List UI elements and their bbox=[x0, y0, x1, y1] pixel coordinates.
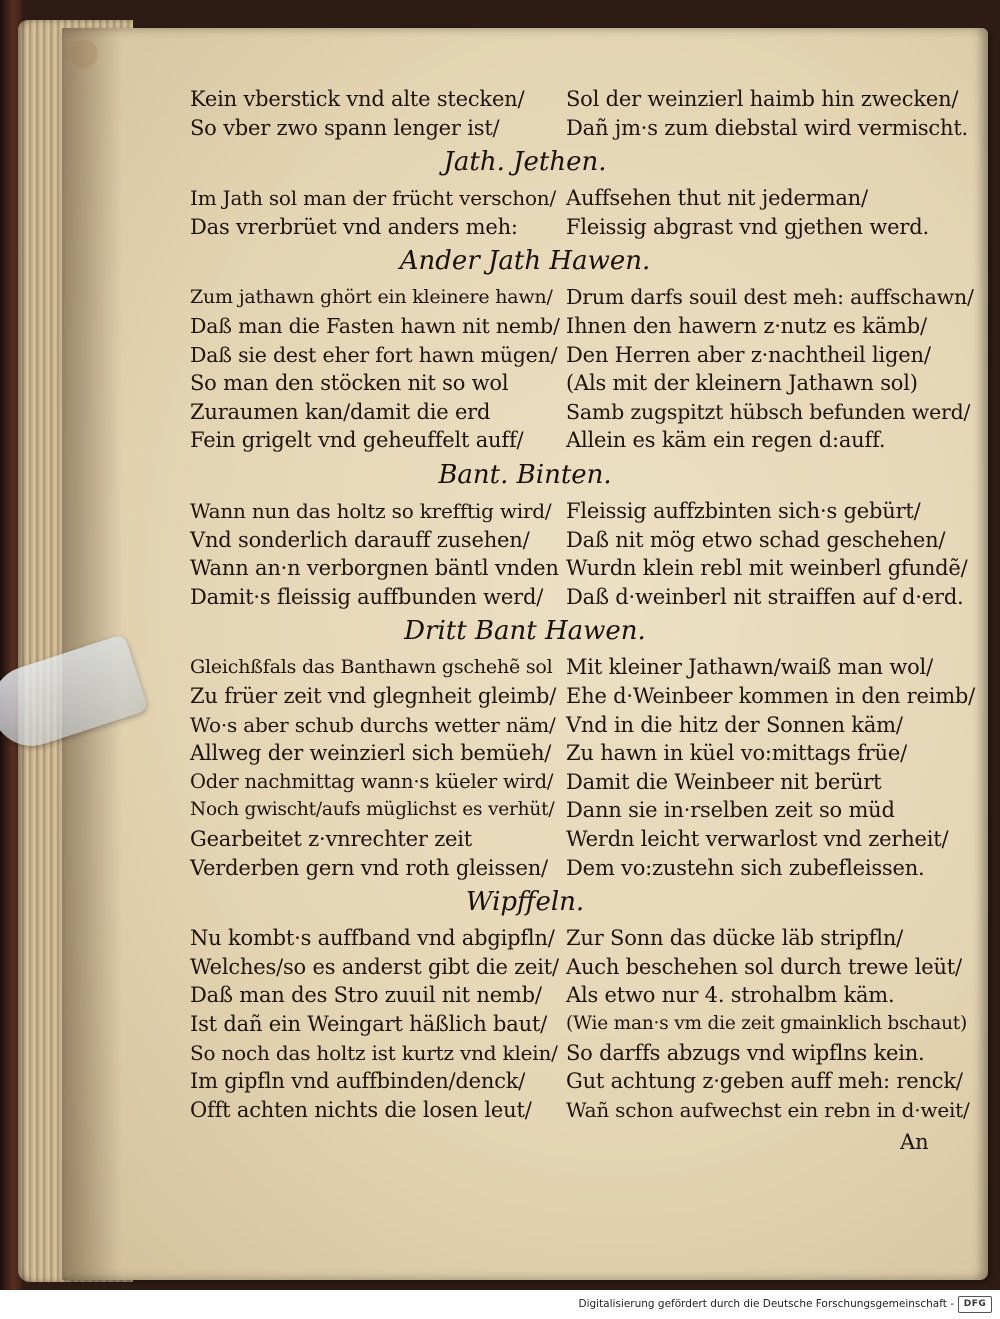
verse-line-left: Zum jathawn ghört ein kleinere hawn/ bbox=[190, 286, 553, 309]
catchword: An bbox=[900, 1130, 929, 1154]
verse-line-left: Damit·s fleissig auffbunden werd/ bbox=[190, 584, 544, 609]
verse-line-right: Samb zugspitzt hübsch befunden werd/ bbox=[566, 399, 971, 424]
verse-line-left: Wann an·n verborgnen bäntl vnden bbox=[190, 556, 559, 581]
verse-line-left: So noch das holtz ist kurtz vnd klein/ bbox=[190, 1040, 558, 1065]
verse-line-right: Dañ jm·s zum diebstal wird vermischt. bbox=[566, 115, 969, 140]
verse-line-right: Auch beschehen sol durch trewe leüt/ bbox=[566, 954, 962, 979]
verse-line-right: Dann sie in·rselben zeit so müd bbox=[566, 798, 895, 823]
verse-line-left: Ist dañ ein Weingart häßlich baut/ bbox=[190, 1012, 548, 1036]
verse-line-right: Ihnen den hawern z·nutz es kämb/ bbox=[566, 314, 927, 338]
verse-line-right: Als etwo nur 4. strohalbm käm. bbox=[566, 983, 895, 1008]
verse-line-left: Wo·s aber schub durchs wetter näm/ bbox=[190, 712, 556, 737]
verse-line-right: Wañ schon aufwechst ein rebn in d·weit/ bbox=[566, 1097, 970, 1122]
verse-line-left: Daß sie dest eher fort hawn mügen/ bbox=[190, 342, 558, 367]
dfg-logo: DFG bbox=[958, 1296, 992, 1313]
verse-line-left: Wann nun das holtz so krefftig wird/ bbox=[190, 499, 552, 523]
section-heading: Wipffeln. bbox=[465, 887, 585, 918]
section-heading-wrap bbox=[62, 887, 988, 921]
verse-line-left: Gleichßfals das Banthawn gschehẽ sol bbox=[190, 656, 553, 679]
verse-line-left: Welches/so es anderst gibt die zeit/ bbox=[190, 954, 559, 979]
verse-line-right: Den Herren aber z·nachtheil ligen/ bbox=[566, 342, 931, 367]
paper-stain bbox=[70, 40, 98, 68]
section-heading: Dritt Bant Hawen. bbox=[404, 616, 646, 647]
verse-line-right: (Wie man·s vm die zeit gmainklich bschaut) bbox=[566, 1013, 968, 1034]
verse-line-right: Allein es käm ein regen d:auff. bbox=[566, 428, 886, 453]
verse-line-right: Ehe d·Weinbeer kommen in den reimb/ bbox=[566, 684, 976, 708]
verse-line-left: Das vrerbrüet vnd anders meh: bbox=[190, 214, 518, 239]
section-heading-wrap bbox=[62, 246, 988, 280]
verse-line-left: Fein grigelt vnd geheuffelt auff/ bbox=[190, 428, 524, 453]
verse-line-right: Wurdn klein rebl mit weinberl gfundẽ/ bbox=[566, 556, 968, 581]
verse-line-right: Dem vo:zustehn sich zubefleissen. bbox=[566, 855, 925, 880]
verse-line-left: So vber zwo spann lenger ist/ bbox=[190, 115, 500, 140]
verse-line-left: Allweg der weinzierl sich bemüeh/ bbox=[190, 741, 552, 766]
verse-line-left: Gearbeitet z·vnrechter zeit bbox=[190, 827, 473, 851]
verse-line-left: Zu früer zeit vnd glegnheit gleimb/ bbox=[190, 684, 557, 708]
verse-line-left: Verderben gern vnd roth gleissen/ bbox=[190, 855, 548, 880]
verse-line-right: (Als mit der kleinern Jathawn sol) bbox=[566, 371, 918, 396]
verse-line-right: Zu hawn in küel vo:mittags früe/ bbox=[566, 741, 907, 766]
verse-line-left: So man den stöcken nit so wol bbox=[190, 371, 509, 396]
section-heading-wrap bbox=[62, 616, 988, 650]
verse-line-right: Fleissig auffzbinten sich·s gebürt/ bbox=[566, 499, 921, 523]
verse-line-left: Offt achten nichts die losen leut/ bbox=[190, 1097, 532, 1122]
verse-line-left: Daß man die Fasten hawn nit nemb/ bbox=[190, 314, 560, 338]
verse-line-left: Noch gwischt/aufs müglichst es verhüt/ bbox=[190, 799, 555, 821]
section-heading: Ander Jath Hawen. bbox=[399, 246, 651, 277]
verse-line-left: Zuraumen kan/damit die erd bbox=[190, 399, 491, 424]
verse-line-right: Gut achtung z·geben auff meh: renck/ bbox=[566, 1069, 963, 1094]
section-heading: Bant. Binten. bbox=[438, 460, 612, 490]
verse-line-left: Im gipfln vnd auffbinden/denck/ bbox=[190, 1069, 526, 1094]
verse-line-left: Im Jath sol man der frücht verschon/ bbox=[190, 186, 557, 211]
section-heading-wrap bbox=[62, 147, 988, 181]
verse-line-left: Daß man des Stro zuuil nit nemb/ bbox=[190, 983, 542, 1008]
verse-line-left: Kein vberstick vnd alte stecken/ bbox=[190, 87, 525, 111]
verse-line-left: Oder nachmittag wann·s küeler wird/ bbox=[190, 769, 554, 793]
verse-line-right: Damit die Weinbeer nit berürt bbox=[566, 769, 882, 794]
verse-line-right: Fleissig abgrast vnd gjethen werd. bbox=[566, 214, 929, 239]
verse-line-left: Vnd sonderlich darauff zusehen/ bbox=[190, 527, 530, 552]
verse-line-right: Zur Sonn das dücke läb stripfln/ bbox=[566, 926, 904, 951]
verse-line-right: Daß nit mög etwo schad geschehen/ bbox=[566, 527, 946, 552]
footer bbox=[0, 1290, 1000, 1319]
verse-line-right: Auffsehen thut nit jederman/ bbox=[566, 186, 868, 211]
verse-line-right: Sol der weinzierl haimb hin zwecken/ bbox=[566, 87, 959, 111]
verse-line-left: Nu kombt·s auffband vnd abgipfln/ bbox=[190, 926, 555, 951]
verse-line-right: So darffs abzugs vnd wipflns kein. bbox=[566, 1040, 925, 1065]
verse-line-right: Drum darfs souil dest meh: auffschawn/ bbox=[566, 285, 974, 310]
verse-line-right: Mit kleiner Jathawn/waiß man wol/ bbox=[566, 655, 933, 680]
section-heading: Jath. Jethen. bbox=[443, 147, 607, 178]
funding-notice: Digitalisierung gefördert durch die Deutsche Forschungsgemeinschaft - bbox=[578, 1298, 954, 1310]
verse-line-right: Vnd in die hitz der Sonnen käm/ bbox=[566, 712, 903, 737]
verse-line-right: Daß d·weinberl nit straiffen auf d·erd. bbox=[566, 584, 964, 609]
verse-line-right: Werdn leicht verwarlost vnd zerheit/ bbox=[566, 827, 949, 851]
section-heading-wrap bbox=[62, 460, 988, 494]
